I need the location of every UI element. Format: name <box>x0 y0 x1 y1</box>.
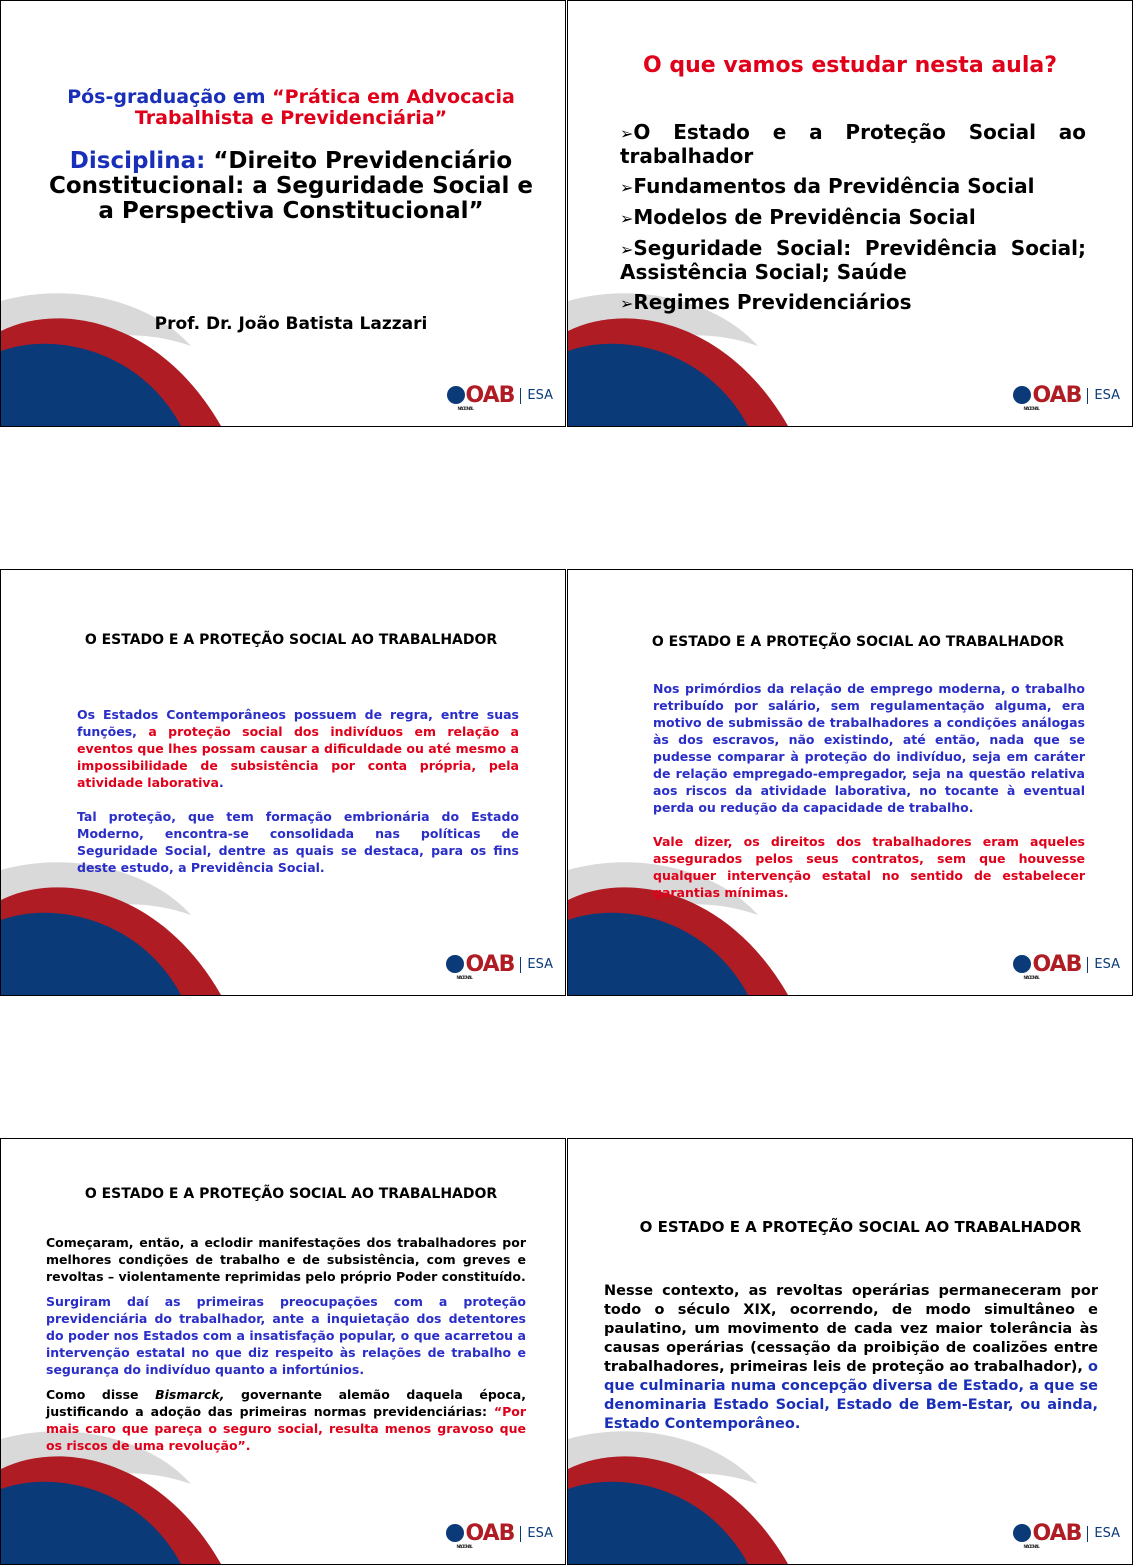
oab-brand: OAB <box>465 383 515 408</box>
oab-brand: OAB <box>1032 383 1082 408</box>
slide4-body <box>653 680 1085 901</box>
slide-6 <box>567 1138 1133 1565</box>
esa-label: ESA <box>1094 957 1120 972</box>
paragraph: Começaram, então, a eclodir manifestações dos trabalhadores por melhores condições de trabalho e de subsistência, com greves e revoltas – violentamente reprimidas pelo próprio Poder constituído. <box>46 1235 526 1284</box>
paragraph-highlight: Vale dizer, os direitos dos trabalhadores eram aqueles assegurados pelos seus contratos, sem que houvesse qualquer intervenção estatal no sentido de estabelecer garantias mínimas. <box>653 834 1085 900</box>
oab-nacional: NACIONAL <box>457 406 473 411</box>
oab-brand: OAB <box>1032 952 1082 977</box>
paragraph-part: Os Estados Contemporâneos possuem de regra, entre suas funções, <box>77 707 519 739</box>
slide-1 <box>0 0 566 427</box>
slide5-body <box>46 1234 526 1454</box>
course-prefix: Pós-graduação em <box>67 86 266 108</box>
paragraph: Nos primórdios da relação de emprego moderna, o trabalho retribuído por salário, sem regulamentação alguma, era motivo de submissão de trabalhadores a condições análogas às dos escravos, não existindo, até então, nada que se pudesse comparar à proteção do indivíduo, seja em caráter de relação empregado-empregador, seja na questão relativa aos riscos da atividade laborativa, no tocante à eventual perda ou redução da capacidade de trabalho. <box>653 681 1085 815</box>
arrow-bullet-icon: ➢ <box>620 209 634 228</box>
agenda-title: O que vamos estudar nesta aula? <box>643 53 1057 78</box>
agenda-item: ➢Modelos de Previdência Social <box>620 205 976 229</box>
section-title: O ESTADO E A PROTEÇÃO SOCIAL AO TRABALHADOR <box>84 632 498 648</box>
slide-3 <box>0 569 566 996</box>
oab-esa-logo <box>446 952 553 980</box>
discipline-label: Disciplina: <box>69 148 206 174</box>
esa-label: ESA <box>1094 388 1120 403</box>
course-block <box>41 87 541 224</box>
course-name: “Prática em Advocacia Trabalhista e Previdenciária” <box>134 86 515 129</box>
slide6-body <box>604 1282 1098 1434</box>
paragraph-highlight: o que culminaria numa concepção diversa de Estado, a que se denominaria Estado Social, Estado de Bem-Estar, ou ainda, Estado Contemporâneo. <box>604 1359 1098 1432</box>
arrow-bullet-icon: ➢ <box>620 240 634 259</box>
oab-esa-logo <box>1013 952 1120 980</box>
agenda-item: ➢Fundamentos da Previdência Social <box>620 174 1035 198</box>
oab-esa-logo <box>1013 383 1120 411</box>
slide-2 <box>567 0 1133 427</box>
esa-label: ESA <box>527 957 553 972</box>
paragraph-part: Como disse <box>46 1387 139 1402</box>
agenda-item: ➢Regimes Previdenciários <box>620 290 912 314</box>
paragraph: Surgiram daí as primeiras preocupações com a proteção previdenciária do trabalhador, ante a inquietação dos detentores do poder nos Estados com a insatisfação popular, o que acarretou a intervenção estatal no que diz respeito às relações de trabalho e segurança do indivíduo quanto a infortúnios. <box>46 1294 526 1377</box>
discipline-name: “Direito Previdenciário Constitucional: a Seguridade Social e a Perspectiva Constitucional” <box>49 148 533 224</box>
oab-nacional: NACIONAL <box>1023 406 1039 411</box>
esa-label: ESA <box>527 1526 553 1541</box>
agenda-item: ➢O Estado e a Proteção Social ao trabalhador <box>620 120 1086 168</box>
esa-label: ESA <box>1094 1526 1120 1541</box>
professor-name: Prof. Dr. João Batista Lazzari <box>154 314 428 334</box>
oab-nacional: NACIONAL <box>1023 975 1039 980</box>
oab-esa-logo <box>1013 1521 1120 1549</box>
slide-5 <box>0 1138 566 1565</box>
paragraph: Tal proteção, que tem formação embrionária do Estado Moderno, encontra-se consolidada nas políticas de Seguridade Social, dentre as quais se destaca, para os fins deste estudo, a Previdência Social. <box>77 809 519 875</box>
bismarck-name: Bismarck, <box>155 1387 225 1402</box>
oab-esa-logo <box>447 383 553 411</box>
oab-brand: OAB <box>1032 1521 1082 1546</box>
agenda-list <box>620 121 1086 322</box>
arrow-bullet-icon: ➢ <box>620 178 634 197</box>
section-title: O ESTADO E A PROTEÇÃO SOCIAL AO TRABALHADOR <box>651 634 1065 650</box>
section-title: O ESTADO E A PROTEÇÃO SOCIAL AO TRABALHADOR <box>639 1218 1082 1236</box>
arrow-bullet-icon: ➢ <box>620 294 634 313</box>
oab-esa-logo <box>446 1521 553 1549</box>
oab-brand: OAB <box>465 952 515 977</box>
oab-brand: OAB <box>465 1521 515 1546</box>
section-title: O ESTADO E A PROTEÇÃO SOCIAL AO TRABALHADOR <box>84 1186 498 1202</box>
slide-4 <box>567 569 1133 996</box>
slide3-body <box>77 706 519 876</box>
paragraph-end: . <box>219 775 224 790</box>
agenda-item: ➢Seguridade Social: Previdência Social; Assistência Social; Saúde <box>620 236 1086 284</box>
oab-nacional: NACIONAL <box>456 975 472 980</box>
oab-nacional: NACIONAL <box>456 1544 472 1549</box>
paragraph-highlight: a proteção social dos indivíduos em relação a eventos que lhes possam causar a dificuldade ou até mesmo a impossibilidade de subsistência por conta própria, pela atividade laborativa <box>77 724 519 790</box>
oab-nacional: NACIONAL <box>1023 1544 1039 1549</box>
esa-label: ESA <box>527 388 553 403</box>
paragraph-part: governante alemão daquela época, justificando a adoção das primeiras normas previdenciárias: <box>46 1387 526 1419</box>
arrow-bullet-icon: ➢ <box>620 124 634 143</box>
paragraph-part: Nesse contexto, as revoltas operárias permaneceram por todo o século XIX, ocorrendo, de modo simultâneo e paulatino, um movimento de cada vez maior tolerância às causas operárias (cessação da proibição de coalizões entre trabalhadores, primeiras leis de proteção ao trabalhador), <box>604 1283 1098 1375</box>
bismarck-quote: “Por mais caro que pareça o seguro social, resulta menos gravoso que os riscos de uma revolução”. <box>46 1404 526 1453</box>
